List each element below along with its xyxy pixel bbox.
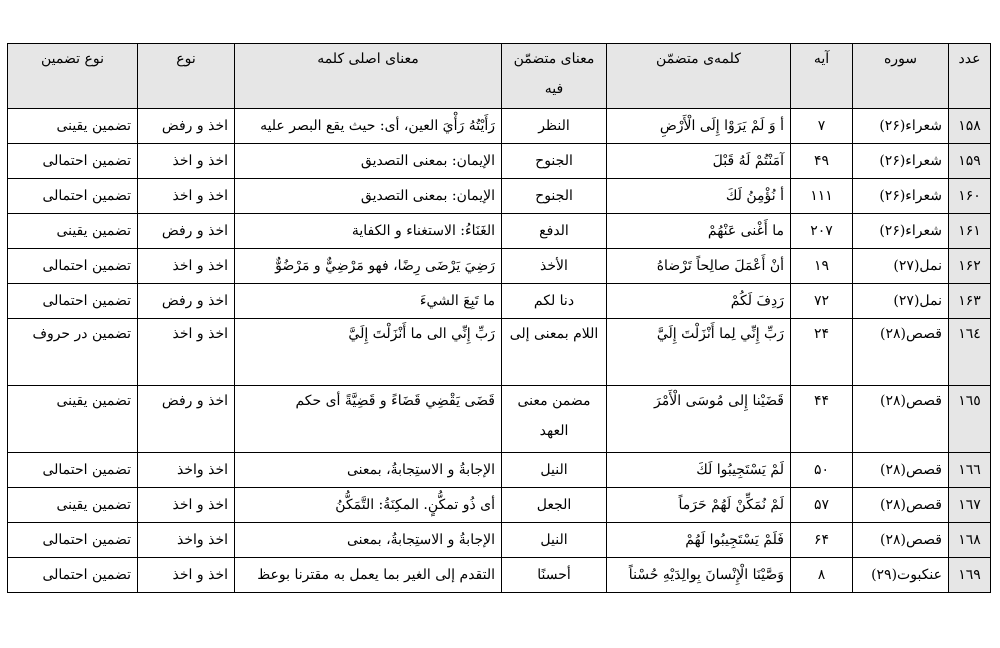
cell-ayah: ۲۰۷: [791, 214, 853, 249]
cell-surah: نمل(۲۷): [853, 249, 949, 284]
cell-original-meaning: أى ذُو تمكُّنٍ. المكِنَةُ: التَّمَكُّنُ: [235, 488, 502, 523]
cell-word: قَضَيْنا إِلى مُوسَى الْأَمْرَ: [607, 386, 791, 453]
table-row: [8, 558, 991, 593]
cell-ayah: ۲۴: [791, 319, 853, 386]
cell-tadmin-type: تضمین احتمالی: [8, 284, 138, 319]
cell-meaning-in: النيل: [502, 453, 607, 488]
cell-number: ۱۶۲: [949, 249, 991, 284]
cell-original-meaning: الإيمان: بمعنى التصديق: [235, 144, 502, 179]
cell-word: أ نُؤْمِنُ لَكَ: [607, 179, 791, 214]
cell-tadmin-type: تضمین احتمالی: [8, 144, 138, 179]
cell-ayah: ۱۱۱: [791, 179, 853, 214]
cell-surah: قصص(۲۸): [853, 488, 949, 523]
cell-type: اخذ واخذ: [138, 453, 235, 488]
cell-word: آمَنْتُمْ لَهُ قَبْلَ: [607, 144, 791, 179]
cell-number: ۱۶۳: [949, 284, 991, 319]
cell-type: اخذ و رفض: [138, 284, 235, 319]
cell-type: اخذ و اخذ: [138, 558, 235, 593]
cell-original-meaning: الإيمان: بمعنى التصديق: [235, 179, 502, 214]
table-row: [8, 179, 991, 214]
cell-tadmin-type: تضمین یقینی: [8, 214, 138, 249]
header-original-meaning: معنای اصلی کلمه: [235, 44, 502, 109]
cell-tadmin-type: تضمین احتمالی: [8, 179, 138, 214]
cell-number: ۱۵۸: [949, 109, 991, 144]
cell-word: لَمْ يَسْتَجِيبُوا لَكَ: [607, 453, 791, 488]
cell-surah: شعراء(۲۶): [853, 109, 949, 144]
cell-meaning-in: النيل: [502, 523, 607, 558]
cell-ayah: ۶۴: [791, 523, 853, 558]
cell-number: ۱٦٤: [949, 319, 991, 386]
header-row: [8, 44, 991, 109]
table-row: [8, 109, 991, 144]
cell-ayah: ۷۲: [791, 284, 853, 319]
cell-ayah: ۱۹: [791, 249, 853, 284]
cell-tadmin-type: تضمین احتمالی: [8, 558, 138, 593]
cell-surah: عنكبوت(۲۹): [853, 558, 949, 593]
cell-tadmin-type: تضمین احتمالی: [8, 453, 138, 488]
cell-meaning-in: النظر: [502, 109, 607, 144]
cell-surah: نمل(۲۷): [853, 284, 949, 319]
cell-word: ما أَغْنى عَنْهُمْ: [607, 214, 791, 249]
cell-ayah: ۴۴: [791, 386, 853, 453]
cell-meaning-in: اللام بمعنى إلى: [502, 319, 607, 386]
cell-surah: شعراء(۲۶): [853, 179, 949, 214]
cell-number: ۱٦٩: [949, 558, 991, 593]
header-surah: سوره: [853, 44, 949, 109]
cell-meaning-in: مضمن معنى العهد: [502, 386, 607, 453]
cell-original-meaning: التقدم إلى الغير بما يعمل به مقترنا بوعظ: [235, 558, 502, 593]
cell-number: ۱٦٧: [949, 488, 991, 523]
cell-meaning-in: الدفع: [502, 214, 607, 249]
cell-ayah: ۵۷: [791, 488, 853, 523]
header-number: عدد: [949, 44, 991, 109]
cell-word: أ وَ لَمْ يَرَوْا إِلَى الْأَرْضِ: [607, 109, 791, 144]
cell-surah: قصص(۲۸): [853, 319, 949, 386]
cell-ayah: ۷: [791, 109, 853, 144]
cell-word: رَدِفَ لَكُمْ: [607, 284, 791, 319]
cell-meaning-in: الجعل: [502, 488, 607, 523]
cell-original-meaning: رَأَيْتُهُ رَأْيَ العين، أى: حيث يقع البصر عليه: [235, 109, 502, 144]
cell-type: اخذ و رفض: [138, 214, 235, 249]
cell-type: اخذ واخذ: [138, 523, 235, 558]
cell-surah: قصص(۲۸): [853, 386, 949, 453]
cell-number: ۱٦٨: [949, 523, 991, 558]
cell-type: اخذ و رفض: [138, 386, 235, 453]
cell-number: ۱۶۱: [949, 214, 991, 249]
cell-tadmin-type: تضمین یقینی: [8, 386, 138, 453]
cell-original-meaning: رَضِيَ يَرْضَى رِضًا، فهو مَرْضِيٌّ و مَرْضُوٌّ: [235, 249, 502, 284]
cell-meaning-in: الجنوح: [502, 179, 607, 214]
cell-original-meaning: ما تَبِعَ الشيءَ: [235, 284, 502, 319]
cell-original-meaning: رَبِّ إِنِّي الى ما أَنْزَلْتَ إِلَيَّ: [235, 319, 502, 386]
cell-type: اخذ و رفض: [138, 109, 235, 144]
cell-number: ۱۵۹: [949, 144, 991, 179]
cell-original-meaning: الإجابةُ و الاستِجابةُ، بمعنى: [235, 523, 502, 558]
header-tadmin-type: نوع تضمین: [8, 44, 138, 109]
header-type: نوع: [138, 44, 235, 109]
cell-original-meaning: قَضَى يَقْضِي قَضَاءً و قَضِيَّةً أى حكم: [235, 386, 502, 453]
cell-meaning-in: الأخذ: [502, 249, 607, 284]
cell-type: اخذ و اخذ: [138, 249, 235, 284]
table-row: [8, 284, 991, 319]
cell-original-meaning: الإجابةُ و الاستِجابةُ، بمعنى: [235, 453, 502, 488]
cell-word: فَلَمْ يَسْتَجِيبُوا لَهُمْ: [607, 523, 791, 558]
table-row: [8, 488, 991, 523]
table-row: [8, 319, 991, 386]
header-word: کلمه‌ی متضمّن: [607, 44, 791, 109]
cell-number: ۱٦٦: [949, 453, 991, 488]
cell-ayah: ۴۹: [791, 144, 853, 179]
cell-type: اخذ و اخذ: [138, 144, 235, 179]
cell-surah: قصص(۲۸): [853, 453, 949, 488]
table-row: [8, 249, 991, 284]
cell-surah: قصص(۲۸): [853, 523, 949, 558]
cell-ayah: ۸: [791, 558, 853, 593]
cell-type: اخذ و اخذ: [138, 488, 235, 523]
cell-tadmin-type: تضمین در حروف: [8, 319, 138, 386]
table-body: [8, 109, 991, 593]
cell-tadmin-type: تضمین احتمالی: [8, 249, 138, 284]
cell-word: لَمْ نُمَكِّنْ لَهُمْ حَرَماً: [607, 488, 791, 523]
table-row: [8, 523, 991, 558]
table-row: [8, 453, 991, 488]
table-row: [8, 386, 991, 453]
cell-number: ۱٦٥: [949, 386, 991, 453]
cell-type: اخذ و اخذ: [138, 319, 235, 386]
cell-tadmin-type: تضمین یقینی: [8, 109, 138, 144]
tadmin-table: [7, 43, 991, 593]
cell-tadmin-type: تضمین احتمالی: [8, 523, 138, 558]
cell-ayah: ۵۰: [791, 453, 853, 488]
cell-meaning-in: الجنوح: [502, 144, 607, 179]
cell-surah: شعراء(۲۶): [853, 144, 949, 179]
table-row: [8, 144, 991, 179]
cell-word: وَصَّيْنَا الْإِنْسانَ بِوالِدَيْهِ حُسْناً: [607, 558, 791, 593]
cell-word: رَبِّ إِنِّي لِما أَنْزَلْتَ إِلَيَّ: [607, 319, 791, 386]
header-meaning-in: معنای متضمّن فیه: [502, 44, 607, 109]
table-row: [8, 214, 991, 249]
cell-tadmin-type: تضمین یقینی: [8, 488, 138, 523]
cell-word: أنْ أَعْمَلَ صالِحاً تَرْضاهُ: [607, 249, 791, 284]
cell-surah: شعراء(۲۶): [853, 214, 949, 249]
cell-meaning-in: أحسنًا: [502, 558, 607, 593]
cell-type: اخذ و اخذ: [138, 179, 235, 214]
cell-original-meaning: الغَنَاءُ: الاستغناء و الكفاية: [235, 214, 502, 249]
header-ayah: آیه: [791, 44, 853, 109]
cell-meaning-in: دنا لكم: [502, 284, 607, 319]
cell-number: ۱۶۰: [949, 179, 991, 214]
